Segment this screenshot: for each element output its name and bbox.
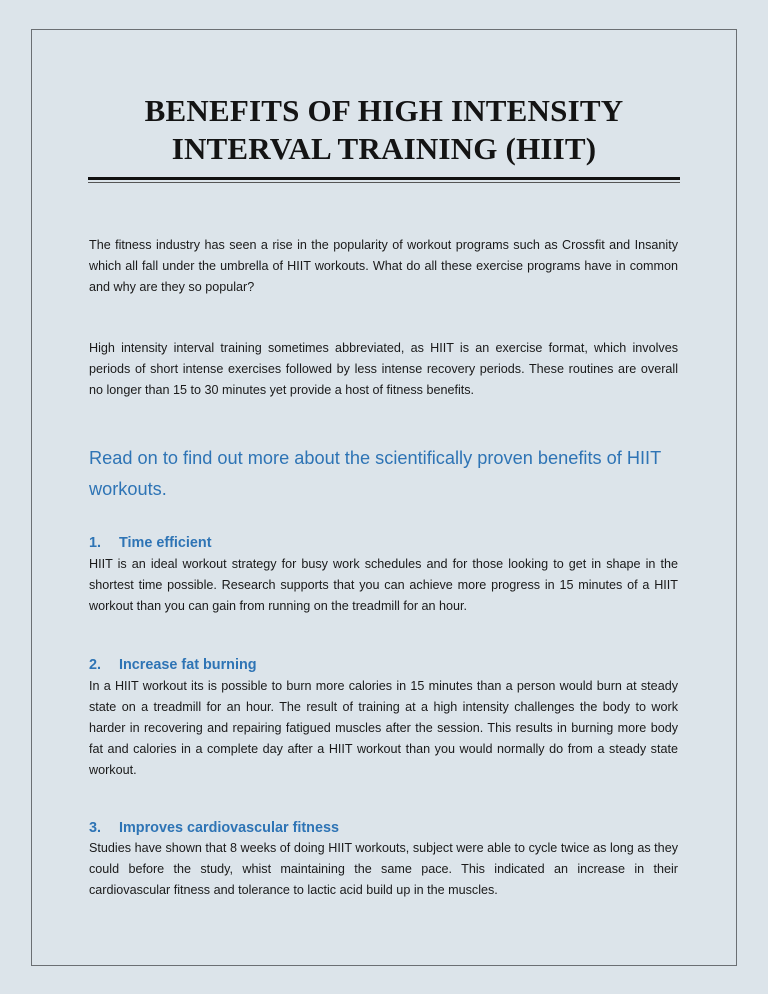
section-title: Time efficient — [119, 535, 212, 551]
title-line-2: INTERVAL TRAINING (HIIT) — [171, 131, 597, 166]
title-underline-thin — [88, 182, 680, 183]
document-title — [88, 92, 680, 168]
section-heading-time-efficient — [89, 533, 678, 553]
section-body-time-efficient: HIIT is an ideal workout strategy for busy work schedules and for those looking to get in shape in the shortest time possible. Research supports that you can achieve more progress in 15 minutes of a HIIT workout than you can gain from running on the treadmill for an hour. — [89, 557, 678, 613]
lead-heading: Read on to find out more about the scientifically proven benefits of HIIT workouts. — [89, 448, 661, 499]
section-heading-cardiovascular — [89, 818, 678, 838]
section-heading-fat-burning — [89, 655, 678, 675]
section-number: 2. — [89, 657, 102, 673]
section-body-fat-burning: In a HIIT workout its is possible to burn more calories in 15 minutes than a person would burn at steady state on a treadmill for an hour. The result of training at a high intensity challenges the body to work harder in recovering and repairing fatigued muscles after the session. This results in burning more body fat and calories in a complete day after a HIIT workout than you would normally do from a steady state workout. — [89, 679, 678, 777]
section-number: 1. — [89, 535, 102, 551]
section-title: Improves cardiovascular fitness — [119, 820, 339, 836]
intro-paragraph-2: High intensity interval training sometimes abbreviated, as HIIT is an exercise format, which involves periods of short intense exercises followed by less intense recovery periods. These routines are overall no longer than 15 to 30 minutes yet provide a host of fitness benefits. — [89, 341, 678, 397]
title-line-1: BENEFITS OF HIGH INTENSITY — [144, 93, 624, 128]
intro-paragraph-1: The fitness industry has seen a rise in the popularity of workout programs such as Crossfit and Insanity which all fall under the umbrella of HIIT workouts. What do all these exercise programs have in common and why are they so popular? — [89, 238, 678, 294]
section-body-cardiovascular: Studies have shown that 8 weeks of doing HIIT workouts, subject were able to cycle twice as long as they could before the study, whist maintaining the same pace. This indicated an increase in their cardiovascular fitness and tolerance to lactic acid build up in the muscles. — [89, 841, 678, 897]
title-underline — [88, 177, 680, 180]
section-number: 3. — [89, 820, 102, 836]
section-title: Increase fat burning — [119, 657, 257, 673]
